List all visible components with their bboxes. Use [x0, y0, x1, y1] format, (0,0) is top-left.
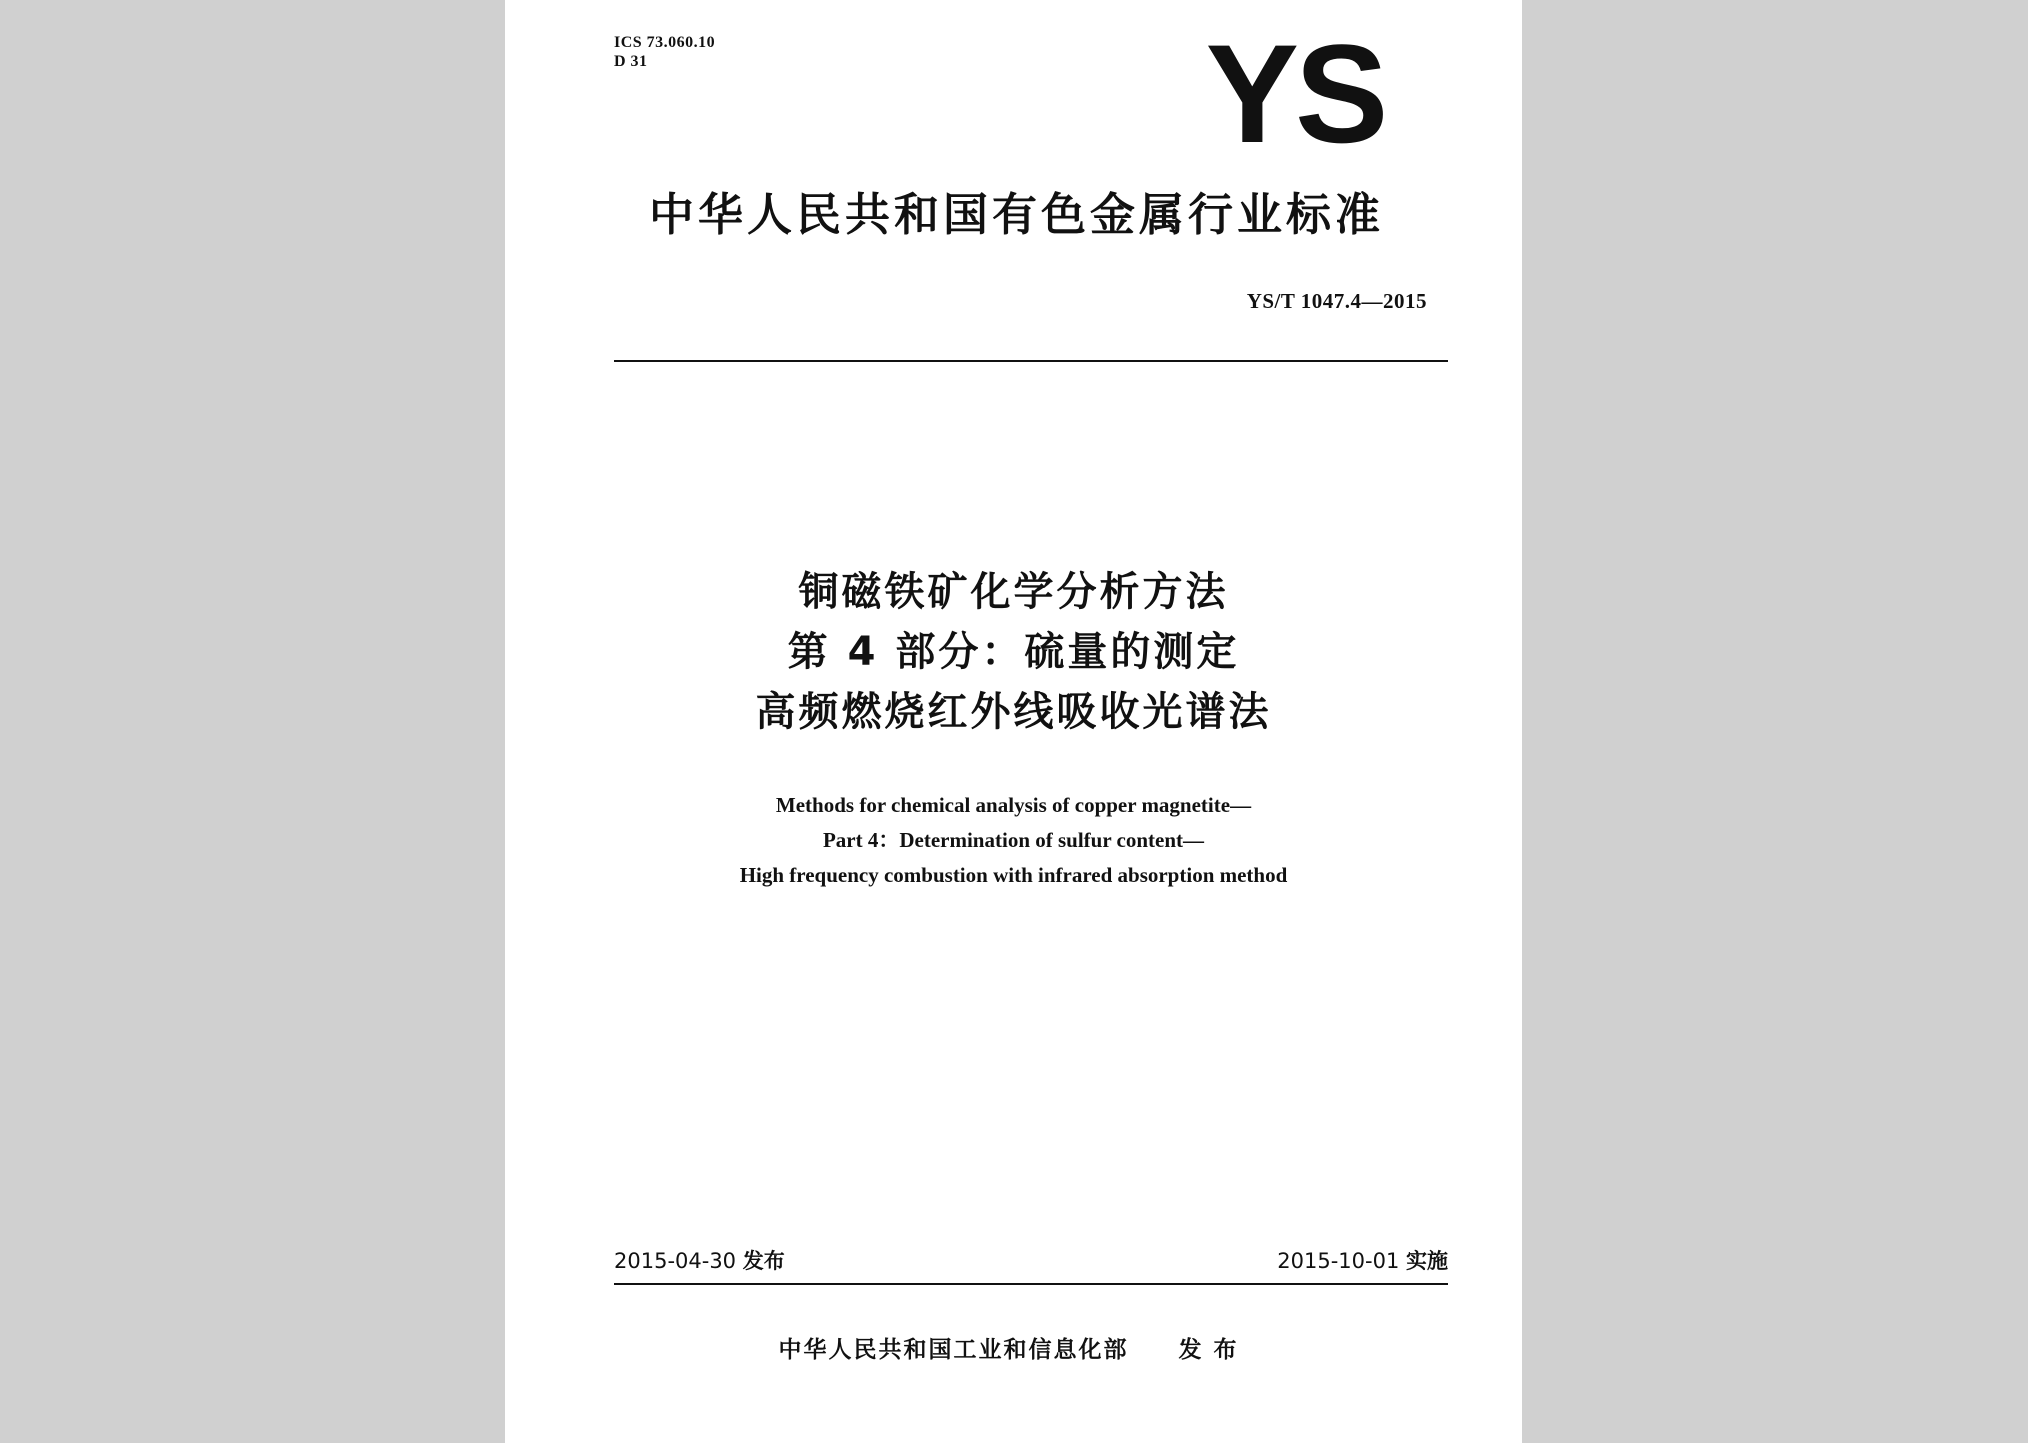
- standard-cover-page: [505, 0, 1522, 1443]
- header-divider: [614, 360, 1448, 362]
- english-title-line: High frequency combustion with infrared absorption method: [739, 863, 1288, 887]
- ccs-code: D 31: [614, 53, 648, 70]
- implementation-date-value: 2015-10-01: [1277, 1249, 1400, 1273]
- ys-logo: [1190, 30, 1400, 155]
- footer-divider: [614, 1283, 1448, 1285]
- english-title-line: Methods for chemical analysis of copper magnetite—: [775, 793, 1252, 817]
- chinese-title-line: 铜磁铁矿化学分析方法: [798, 569, 1229, 615]
- publisher: [505, 1334, 1522, 1366]
- english-title-line: Part 4：Determination of sulfur content—: [822, 828, 1205, 852]
- chinese-title-line: 第 4 部分：硫量的测定: [787, 629, 1240, 675]
- chinese-title: [505, 562, 1522, 742]
- implementation-date: [1277, 1248, 1448, 1274]
- logo-text: YS: [1205, 30, 1385, 155]
- issue-date-label: 发布: [742, 1249, 785, 1273]
- standard-category-title: 中华人民共和国有色金属行业标准: [648, 188, 1384, 241]
- publisher-name: 中华人民共和国工业和信息化部: [778, 1337, 1129, 1363]
- chinese-title-line: 高频燃烧红外线吸收光谱法: [755, 689, 1272, 735]
- issue-date-value: 2015-04-30: [614, 1249, 737, 1273]
- ics-code: ICS 73.060.10: [614, 34, 716, 51]
- standard-number: YS/T 1047.4—2015: [1246, 289, 1427, 313]
- issue-date: [614, 1248, 785, 1274]
- publisher-verb: 发布: [1178, 1337, 1249, 1363]
- implementation-date-label: 实施: [1406, 1249, 1448, 1273]
- english-title: [505, 788, 1522, 893]
